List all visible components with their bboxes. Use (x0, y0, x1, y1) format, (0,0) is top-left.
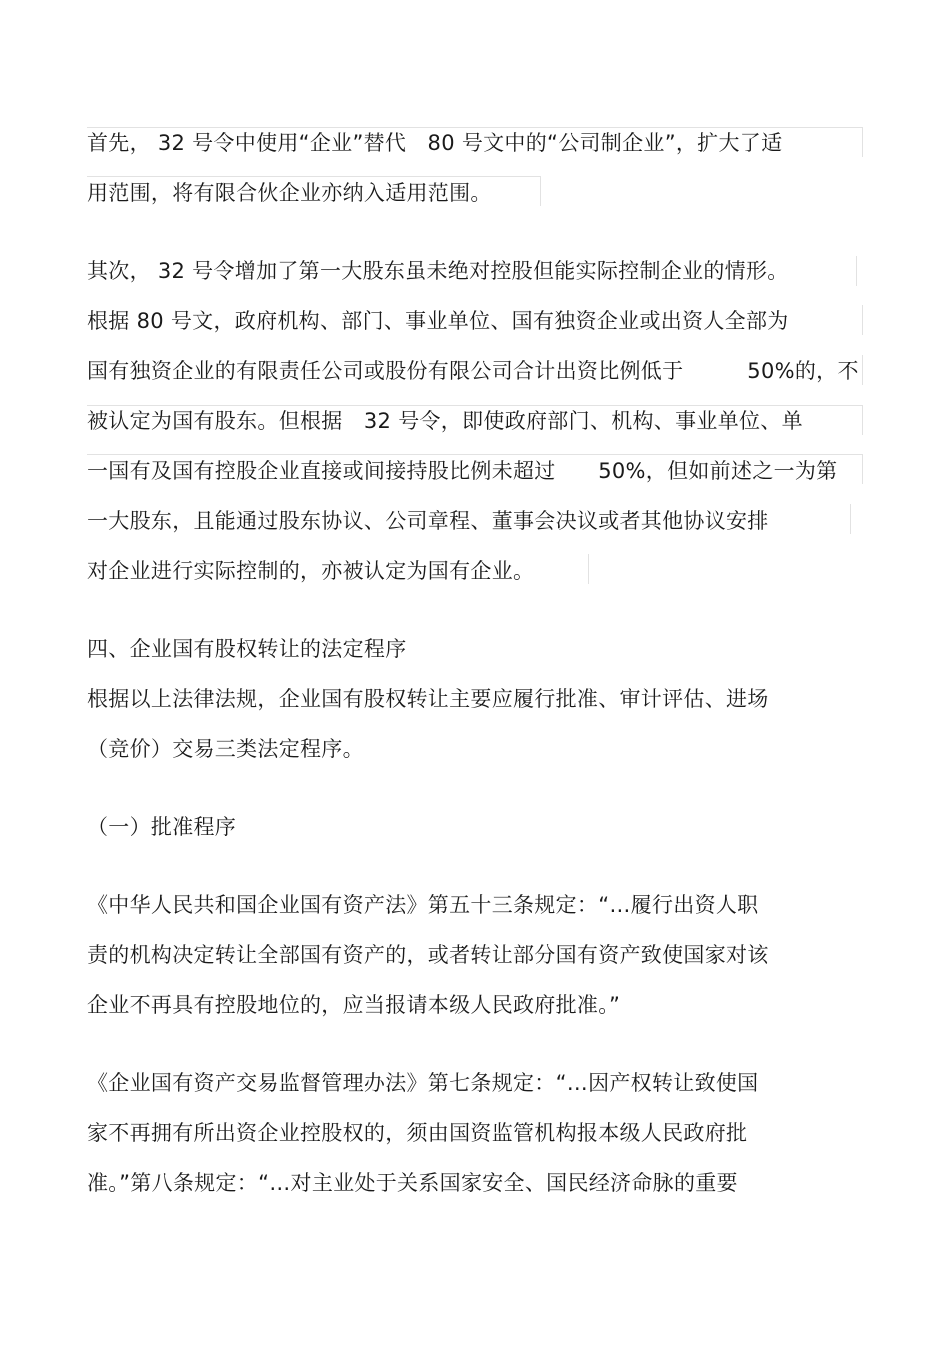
paragraph-line: 根据以上法律法规，企业国有股权转让主要应履行批准、审计评估、进场 (87, 687, 769, 711)
frame-rule (540, 176, 541, 206)
paragraph-line: 《企业国有资产交易监督管理办法》第七条规定：“…因产权转让致使国 (87, 1071, 759, 1095)
paragraph-line: 对企业进行实际控制的，亦被认定为国有企业。 (87, 559, 535, 583)
frame-rule (588, 554, 589, 584)
paragraph-line: 一大股东，且能通过股东协议、公司章程、董事会决议或者其他协议安排 (87, 509, 769, 533)
frame-rule (850, 504, 851, 534)
paragraph-line: 《中华人民共和国企业国有资产法》第五十三条规定：“…履行出资人职 (87, 893, 759, 917)
paragraph-line: 责的机构决定转让全部国有资产的，或者转让部分国有资产致使国家对该 (87, 943, 769, 967)
paragraph-line: 首先， 32 号令中使用“企业”替代 80 号文中的“公司制企业”，扩大了适 (87, 131, 783, 155)
section-title: 四、企业国有股权转让的法定程序 (87, 637, 407, 661)
paragraph-line: 被认定为国有股东。但根据 32 号令，即使政府部门、机构、事业单位、单 (87, 409, 803, 433)
frame-rule (862, 454, 863, 484)
paragraph-line: 根据 80 号文，政府机构、部门、事业单位、国有独资企业或出资人全部为 (87, 309, 789, 333)
frame-rule (87, 176, 540, 177)
paragraph-line: 其次， 32 号令增加了第一大股东虽未绝对控股但能实际控制企业的情形。 (87, 259, 789, 283)
paragraph-line: 用范围，将有限合伙企业亦纳入适用范围。 (87, 181, 492, 205)
frame-rule (862, 355, 863, 385)
paragraph-line: （竞价）交易三类法定程序。 (87, 737, 364, 761)
paragraph-line: 准。”第八条规定：“…对主业处于关系国家安全、国民经济命脉的重要 (87, 1171, 738, 1195)
paragraph-line: 一国有及国有控股企业直接或间接持股比例未超过 50%，但如前述之一为第 (87, 459, 838, 483)
frame-rule (862, 127, 863, 157)
frame-rule (87, 454, 862, 455)
paragraph-line: 国有独资企业的有限责任公司或股份有限公司合计出资比例低于 50%的，不 (87, 359, 859, 383)
frame-rule (862, 405, 863, 435)
paragraph-line: 家不再拥有所出资企业控股权的，须由国资监管机构报本级人民政府批 (87, 1121, 748, 1145)
subsection-title: （一）批准程序 (87, 815, 237, 839)
paragraph-line: 企业不再具有控股地位的，应当报请本级人民政府批准。” (87, 993, 621, 1017)
frame-rule (862, 305, 863, 335)
frame-rule (856, 256, 857, 286)
